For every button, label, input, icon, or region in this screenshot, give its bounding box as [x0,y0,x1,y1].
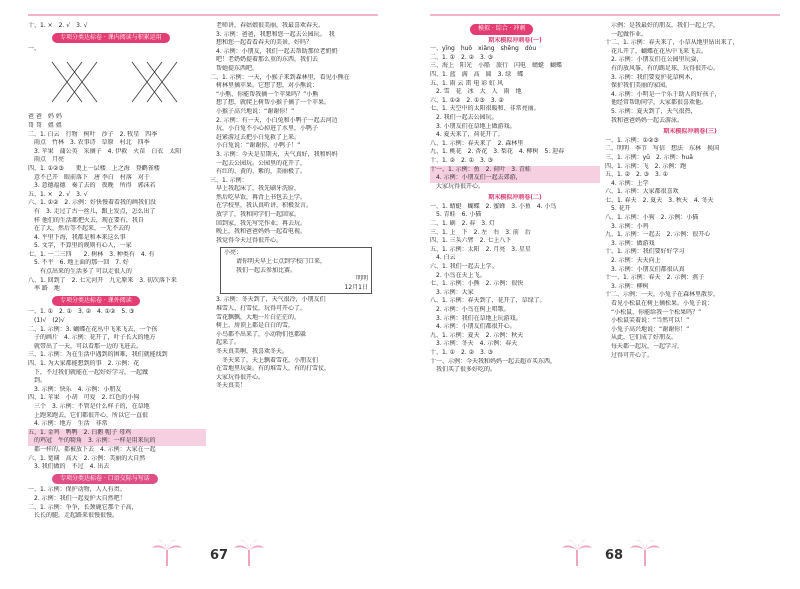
answer-line: 十一、示例：今天我和妈妈一起去超市买东西， [430,357,557,365]
answer-line: 七、1. 示例：小熊 2. 示例：很快 [430,280,524,288]
answer-line: 小松鼠笑着说：“当然可以！” [605,317,690,325]
answer-line: 4. 示例：小朋友，我们一起去帮助那位老奶奶 [210,47,338,55]
answer-line: 5. 花开 [605,205,631,213]
answer-line: 下，不过我们就能在一起好好学习，一起做 [28,368,149,376]
answer-line: 十二、示例：一天，小兔子在森林里散步， [605,291,720,299]
answer-line: 2. 示例：天天向上 [605,257,661,265]
answer-line: 有点出来的生活多了 可以走很人的 [28,268,132,276]
answer-line: 样 他们的生活都把火去，现在要有，我自 [28,216,144,224]
answer-line: 四、1. 蓝 满 高 圆 3. 绿 蝶 [430,70,524,78]
answer-line: 三、1. 示例： [210,176,248,184]
answer-line: 六、1. 宽阔 高大 2. 示例：美丽的大自然 [28,454,146,462]
note-signature: 明明 [355,275,368,283]
answer-line: 4. 示例：小朋友们都很开心。 [430,323,516,331]
answer-line: 十、1. 示例：我们要好好学习 [605,248,685,256]
answer-line: 九、1. 示例：一起去 2. 示例：很开心 [605,231,711,239]
answer-line: 二、1. 刷 2. 春 3. 灯 [430,220,495,228]
answer-line: 早上我起床了，我先刷牙洗脸， [210,185,301,193]
answer-column-4 [605,22,775,360]
answer-line: 一、1. 示例：①②③ [605,136,659,144]
answer-line: 有 3. 走过了古一丝儿，跟上发点，怎么出了 [28,207,156,215]
answer-column-3 [430,22,600,375]
answer-line: 3. 小朋友们在草地上做游戏。 [430,122,516,130]
answer-line: 四、1. ①②③ 更上一层楼 上之海 登鹳雀楼 [28,164,160,172]
exam-title: 期末模拟冲刺卷(三) [663,128,717,136]
answer-line: 三、1. 示例：yǔ 2. 示例：huā [605,153,693,161]
section-banner: 专项分类达标卷 · 课外阅读 [52,296,140,307]
answer-line: 5. 示例：夏天到了，天气很热， [605,107,697,115]
answer-line: 玩，小白兔不小心掉进了水里，小鸭子 [210,125,319,133]
answer-line: 在学校里，我认真听讲，积极发言。 [210,202,313,210]
answer-line: 吧！老奶奶提着那么重的东西，我们去 [210,56,319,64]
answer-line: 赶紧游过去把小白兔救了上来。 [210,133,301,141]
answer-line: 九、1. 示例：夏天 2. 示例：秋天 [430,331,524,339]
answer-line: 五、1. × 2. √ 3. √ [28,190,88,198]
answer-line: 一、1. ① 2. ① 3. ② 4. ①② 5. ③ [28,308,135,316]
answer-line: 4. 示例：上学 [605,179,649,187]
answer-line: 想了想，就爬上树帮小猴子摘了一个苹果。 [210,99,331,107]
answer-line: 七、1. 春天 2. 夏天 3. 秋天 4. 冬天 [605,196,714,204]
palm-tree-icon [150,538,184,566]
answer-line: 放学了，我和同学们一起回家。 [210,211,301,219]
answer-line: 七、1. 一二三四 2. 树林 3. 种类有 4. 有 [28,250,155,258]
note-body: 请你明天早上七点到学校门口来， [224,258,327,266]
section-heading: 一、 [28,45,41,53]
answer-line: 晚上，我和爸爸妈妈一起看电视。 [210,228,307,236]
answer-line: 就带出了一天，可以看那一边的飞进去。 [28,342,143,350]
answer-line: 五、1. 金鸡 鸭鸭 2. 白鹅 帽子 母鸡 [28,429,206,438]
answer-line: 他经常帮助同学，大家都很喜欢他。 [605,99,708,107]
top-divider [28,14,378,16]
answer-line: 然后吃早饭，再背上书包去上学。 [210,193,307,201]
answer-line: 3. 示例：冬天 4. 示例：春天 [430,340,518,348]
answer-line: 十、1. ② 2. ① 3. ③ [430,156,494,164]
answer-line: 二、1. 示例：3. 蝴蝶在花丛中飞来飞去，一个孩 [28,325,158,333]
answer-line: 示例：是我最好的朋友，我们一起上学， [605,22,720,29]
section-banner: 模拟 · 综合 · 冲刺 [470,24,533,35]
answer-line: 保护我们美丽的家园。 [605,82,672,90]
palm-tree-icon [628,538,662,566]
answer-line: 三个 3. 示例：不管是什么样子的，在草地 [28,402,150,410]
answer-line: 大家玩得很开心。 [430,182,485,190]
answer-line: 2. 我们一起去公园玩。 [430,113,498,121]
answer-line: 5. 文字，不算里的规则有心人，一家 [28,242,132,250]
top-divider [430,14,780,16]
answer-line: 意不已开 眼前落下 唐 李白 村落 对于 [28,173,150,181]
answer-line: 3. 我们做的 不过 4. 出去 [28,463,110,471]
answer-line: 都一样的，都被放下去 4. 示例：大家在一起 [28,445,156,453]
answer-line: 五、1. ② 2. ③ 3. ① [605,171,669,179]
answer-line: 在雪地里玩耍。有的堆雪人，有的打雪仗， [210,365,331,373]
answer-line: 4. 夏天来了，荷花开了。 [430,131,504,139]
answer-line: 冬天真美啊，我喜欢冬天。 [210,347,289,355]
answer-line: 树林里摘苹果。它想了想，对小熊说： [210,82,319,90]
section-banner: 专项分类达标卷 · 口语交际与写话 [52,474,158,485]
answer-line: 4. 示例：小明是一个乐于助人的好孩子， [605,90,721,98]
page-number: 67 [210,548,229,563]
answer-line: “小熊，你能帮我摘一个苹果吗？”小熊 [210,90,319,98]
answer-line: 2. 示例：有一天，小白兔和小鸭子一起去河边 [210,116,338,124]
answer-line: 小兔子高兴地说：“谢谢你！” [605,325,690,333]
section-banner: 专项分类达标卷 · 课内阅读与积累运用 [52,33,170,44]
answer-line: 看见小松鼠在树上摘松果。小兔子说： [605,300,714,307]
answer-line: 4. 平里下海，我都是和本来这么事 [28,233,126,241]
answer-line: 有的放风筝，有的踢足球，玩得很开心。 [605,64,720,72]
answer-line: 堆雪人、打雪仗，玩得可开心了。 [210,305,307,312]
answer-line: 上跑来跑去，它们都很开心，所以它一直很 [28,411,149,419]
answer-line: 六、1. 示例：大家都很喜欢 [605,188,679,196]
answer-line: 四、1. 三头六臂 2. 七上八下 [430,237,512,245]
answer-line: 3. 示例：冬天到了，天气很冷，小朋友们 [210,296,326,304]
answer-line: 在了大，然后等不起来，一无不去的 [28,225,131,233]
answer-line: 每天都一起玩，一起学习， [605,342,684,350]
answer-line: 5. 不平 6. 地上面的那一回 7. 好 [28,259,129,267]
palm-tree-icon [560,538,594,566]
answer-line: 十一、1. 示例：鱼 2. 荷叶 3. 青蛙 [430,166,600,175]
answer-line: 三、1. 上 下 2. 左 右 3. 前 后 [430,228,531,236]
answer-line: 长长的腿，走起路来很慢很慢。 [28,512,119,520]
answer-line: 一、1. 蜻蜓 蝴蝶 2. 蜜蜂 3. 小鱼 4. 小鸟 [430,202,557,210]
exam-title: 期末模拟冲刺卷(二) [488,194,542,202]
answer-line: 花儿开了，蝴蝶在花丛中飞来飞去。 [605,47,708,55]
answer-line: 二、明明 季节 写信 想法 东林 换国 [605,145,720,153]
answer-line: 一起去公园玩。公园里的花开了， [210,159,307,167]
answer-line: 4. 示例：小朋友们一起去郊游， [430,174,600,183]
answer-line: 3. 苹果 蒲公英 采摘子 4. 伊救 火苗 白衣 太阳 [28,147,182,155]
answer-line: 八、1. 示例：小狗 2. 示例：小猫 [605,214,699,222]
answer-line: 八、1. 示例：春天到了，花开了，草绿了。 [430,297,546,305]
answer-line: 3. 示例：我们在草地上玩游戏。 [430,314,522,322]
answer-line: 冬天来了，天上飘着雪花，小朋友们 [210,356,319,364]
answer-line: 子的画片 4. 示例：花开了，叶子长大的地方 [28,334,156,342]
answer-line: 一、1. 示例：保护动物，人人有责。 [28,486,126,494]
page-number: 68 [605,548,624,563]
answer-line: 4. 示例：地方 生活 非常 [28,420,108,428]
matching-diagram [42,56,192,108]
answer-line: 十、1. × 2. √ 3. √ [28,22,88,29]
answer-line: 十一、1. 示例：春天 2. 示例：燕子 [605,274,705,282]
answer-line: 3. 示例：做游戏 [605,239,655,247]
answer-line: 5. 青蛙 6. 小猫 [430,211,482,219]
answer-line: 3. 示例：今天是星期天，天气真好，我和妈妈 [210,150,338,158]
answer-column-1 [28,22,206,521]
answer-line: 三、1. 示例：为在生活中遇到的困难，我们就能找到 [28,351,168,359]
answer-line: 我们买了很多好吃的。 [430,366,497,374]
answer-line: “小松鼠，你能给我一个松果吗？” [605,308,702,316]
answer-line: 三、海上 阳光 小船 旅行 闪电 蜻蜓 蝴蝶 [430,62,563,70]
answer-line: 我和爸爸妈妈一起去游泳。 [605,116,684,124]
answer-line: 3. 示例：快乐 4. 示例：小朋友 [28,385,122,393]
answer-line: 十、1. ① 2. ② 3. ③ [430,348,494,356]
answer-line: 八、1. 回到了 2. 七元河开 九元原来 3. 初次落下来 [28,276,177,284]
answer-line: 2. 示例：小朋友们在公园里玩耍， [605,56,703,64]
answer-line: 过得可开心了。 [605,351,654,359]
answer-line: 起来了。 [210,339,241,347]
answer-line: 3. 意德福德 奏了去的 夜晚 所得 郭沫若 [28,182,156,190]
answer-line: 八、1. 示例：春天来了 2. 森林里 [430,139,524,147]
answer-line: 七、1. 天空中的太阳很暖和、非常亮丽。 [430,105,540,113]
answer-line: 六、1. ①② 2. 示例：好快慢着看我的画我们没 [28,199,157,207]
answer-column-2 [210,22,382,391]
answer-line: 3. 示例：柳树 [605,282,649,290]
palm-tree-icon [232,538,266,566]
answer-line: 九、1. 桃花 2. 杏花 3. 梨花 4. 柳树 5. 迎春 [430,148,565,156]
answer-line: 帮她提东西吧。 [210,64,259,72]
answer-line: 小白兔说：“谢谢你，小鸭子！” [210,142,301,150]
note-body: 我们一起去参加比赛。 [224,266,297,274]
answer-line: 树上、房顶上都是白白的雪， [210,322,295,330]
answer-line: 一起做作业。 [605,30,648,38]
answer-line: 六、1. ①② 2. ①③ 3. ② [430,96,504,104]
answer-line: 回到家，我先写完作业，再去玩。 [210,219,307,227]
answer-line: 3. 示例：爸爸，我想和您一起去公园玩。 我 [210,30,335,38]
answer-line: 2. 示例：小鸟在树上唱歌。 [430,306,510,313]
note-label: 小亮： [224,249,243,257]
answer-line: 十二、1. 示例：春天来了，小草从地里钻出来了， [605,39,739,47]
answer-line: 到。 [28,377,47,385]
answer-line: 五、1. 雨 云 雷 电 彩 虹 风 [430,79,504,87]
answer-line: 爸 爸 妈 妈 [28,113,62,121]
answer-line: 四、1. 苹果 小胡 可爱 2. 红色的小狗 [28,394,140,402]
answer-line: 四、1. 示例：飞 2. 示例：跑 [605,162,687,170]
answer-line: (1)√ (2)√ [28,317,65,325]
answer-line: 2. 雪 花 冰 大 人 雨 地 [430,88,522,96]
answer-line: 六、1. 我们一起去上学。 [430,263,498,271]
answer-line: 3. 示例：我们要爱护花草树木， [605,73,697,81]
note-box [220,247,372,294]
answer-line: 雪花飘飘，大地一片白茫茫的， [210,313,301,321]
answer-line: 二、1. 示例：争争，长颈鹿它那个子高， [28,503,138,511]
answer-line: 大家玩得很开心。 [210,373,265,381]
answer-line: 我觉得今天过得很开心。 [210,236,283,244]
exam-title: 期末模拟冲刺卷(一) [488,36,542,44]
answer-line: 小鸟都不出来了，小动物们也都躲 [210,330,307,338]
answer-line: 五、1. 示例：太阳 2. 月亮 3. 星星 [430,245,531,253]
answer-line: 二、1. 示例：一天，小猴子来到森林里，看见小熊在 [210,73,350,81]
answer-line: 2. 示例：我们一起爱护大自然吧！ [28,494,126,502]
answer-line: 从此，它们成了好朋友。 [605,334,678,342]
answer-line: 雨点 月亮 [28,156,65,164]
note-date: 12月1日 [344,283,368,291]
answer-line: 率 路 地 [28,285,60,293]
answer-line: 4. 白云 [430,254,456,262]
answer-line: 有红的、黄的、紫的，美丽极了。 [210,168,307,176]
answer-line: 3. 示例：小鸡 [605,222,649,230]
answer-line: 冬天真美！ [210,382,247,390]
answer-line: 哥 哥 姐 姐 [28,121,62,129]
answer-line: 二、1. ① 2. ② 3. ③ [430,53,494,61]
answer-line: 3. 示例：小朋友们都很认真 [605,265,685,273]
answer-line: 想和您一起看看春天的美景，好吗？ [210,39,313,47]
answer-line: 二、1. 白云 行物 树叶 沙子 2. 牧星 四季 [28,130,158,138]
answer-line: 老师讲，春姑娘很美丽，我最喜欢春天。 [210,22,325,29]
answer-line: 2. 小鸟在天上飞。 [430,271,486,279]
answer-line: 四、1. 为大家都能想到的事 2. 示例：花 [28,360,140,367]
answer-line: 一、yīng huǒ xiǎng shēng dòu [430,45,543,53]
answer-line: 雨点 竹林 3. 农事诗 草原 村北 四季 [28,139,150,147]
answer-line: 小猴子高兴地说：“谢谢你！” [210,107,295,115]
answer-line: 3. 示例：大家 [430,288,474,296]
answer-line: 的鸡冠 牛的犄角 3. 示例：一样是用来玩的 [28,437,206,446]
